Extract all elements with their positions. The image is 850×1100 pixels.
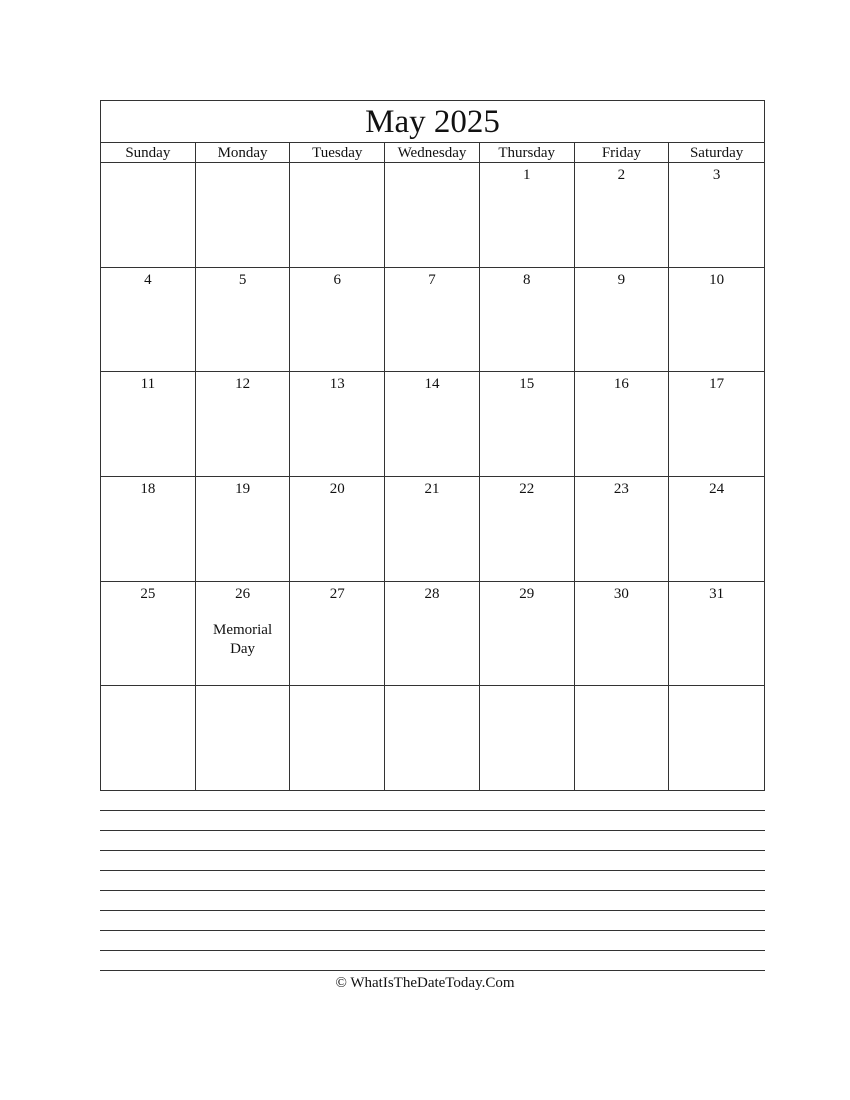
day-cell[interactable]: [290, 163, 385, 267]
day-cell[interactable]: [196, 582, 291, 686]
day-cell[interactable]: [385, 372, 480, 476]
day-number: 1: [522, 167, 531, 183]
weekday-header-sunday: Sunday: [101, 143, 196, 163]
day-number: 17: [709, 376, 725, 393]
note-line[interactable]: [100, 910, 765, 930]
day-number: 30: [613, 585, 629, 602]
notes-area: [100, 810, 765, 990]
day-number: 8: [522, 271, 531, 288]
day-number: 4: [144, 271, 152, 288]
day-number: 21: [424, 481, 440, 498]
day-number: 2: [617, 167, 626, 183]
day-cell[interactable]: [290, 372, 385, 476]
day-number: 7: [428, 271, 436, 288]
weekday-header-row: [101, 143, 764, 163]
day-number: 9: [617, 271, 626, 288]
day-cell[interactable]: [575, 163, 670, 267]
weekday-header-thursday: Thursday: [480, 143, 575, 163]
day-cell[interactable]: [385, 268, 480, 372]
calendar: [100, 100, 765, 791]
day-number: 14: [424, 376, 440, 393]
day-cell[interactable]: [385, 163, 480, 267]
day-number: 11: [140, 376, 156, 393]
week-row: [101, 372, 764, 477]
day-cell[interactable]: [385, 477, 480, 581]
day-number: 22: [519, 481, 535, 498]
note-line[interactable]: [100, 810, 765, 830]
day-cell[interactable]: [385, 582, 480, 686]
week-row: [101, 477, 764, 582]
day-cell[interactable]: [669, 686, 764, 790]
day-number: 27: [329, 585, 345, 602]
day-cell[interactable]: [669, 477, 764, 581]
day-number: 20: [329, 481, 345, 498]
day-cell[interactable]: [290, 582, 385, 686]
note-line[interactable]: [100, 950, 765, 970]
day-number: 13: [329, 376, 345, 393]
weekday-header-friday: Friday: [575, 143, 670, 163]
day-cell[interactable]: [290, 268, 385, 372]
day-number: 24: [709, 481, 725, 498]
day-cell[interactable]: [385, 686, 480, 790]
calendar-title: May 2025: [101, 101, 764, 143]
weekday-header-monday: Monday: [196, 143, 291, 163]
week-row: [101, 268, 764, 373]
day-cell[interactable]: [480, 582, 575, 686]
week-row: [101, 163, 764, 268]
holiday-label: Memorial Day: [212, 621, 273, 657]
day-cell[interactable]: [480, 372, 575, 476]
day-number: 16: [613, 376, 629, 393]
day-cell[interactable]: [480, 163, 575, 267]
calendar-grid: [101, 163, 764, 790]
day-number: 26: [235, 585, 251, 602]
day-number: 5: [238, 271, 247, 288]
day-number: 15: [519, 376, 535, 393]
day-number: 23: [613, 481, 629, 498]
day-number: 12: [235, 376, 251, 393]
day-cell[interactable]: [290, 686, 385, 790]
day-cell[interactable]: [196, 372, 291, 476]
day-cell[interactable]: [575, 686, 670, 790]
day-cell[interactable]: [101, 268, 196, 372]
note-line[interactable]: [100, 830, 765, 850]
day-cell[interactable]: [669, 163, 764, 267]
day-cell[interactable]: [196, 163, 291, 267]
day-number: 31: [709, 585, 725, 602]
week-row: [101, 582, 764, 687]
day-cell[interactable]: [101, 372, 196, 476]
day-number: 18: [140, 481, 156, 498]
note-line[interactable]: [100, 930, 765, 950]
day-number: 29: [519, 585, 535, 602]
day-cell[interactable]: [290, 477, 385, 581]
day-cell[interactable]: [669, 372, 764, 476]
weekday-header-saturday: Saturday: [689, 145, 744, 161]
day-cell[interactable]: [575, 477, 670, 581]
day-cell[interactable]: [480, 268, 575, 372]
day-cell[interactable]: [101, 477, 196, 581]
day-cell[interactable]: [480, 686, 575, 790]
weekday-header-wednesday: Wednesday: [385, 143, 480, 163]
day-cell[interactable]: [480, 477, 575, 581]
day-cell[interactable]: [575, 268, 670, 372]
day-cell[interactable]: [101, 163, 196, 267]
note-line[interactable]: [100, 850, 765, 870]
day-cell[interactable]: [669, 582, 764, 686]
note-line[interactable]: [100, 870, 765, 890]
day-cell[interactable]: [101, 686, 196, 790]
day-number: 6: [333, 271, 342, 288]
day-number: 3: [712, 167, 721, 183]
weekday-header-tuesday: Tuesday: [290, 143, 385, 163]
day-number: 19: [235, 481, 251, 498]
day-cell[interactable]: [575, 582, 670, 686]
day-cell[interactable]: [669, 268, 764, 372]
day-number: 10: [709, 271, 725, 288]
day-cell[interactable]: [196, 686, 291, 790]
note-line[interactable]: [100, 890, 765, 910]
week-row: [101, 686, 764, 790]
day-number: 28: [424, 585, 440, 602]
day-cell[interactable]: [196, 477, 291, 581]
day-number: 25: [140, 585, 156, 602]
day-cell[interactable]: [196, 268, 291, 372]
day-cell[interactable]: [575, 372, 670, 476]
day-cell[interactable]: [101, 582, 196, 686]
footer-credit: © WhatIsTheDateToday.Com: [335, 975, 515, 991]
